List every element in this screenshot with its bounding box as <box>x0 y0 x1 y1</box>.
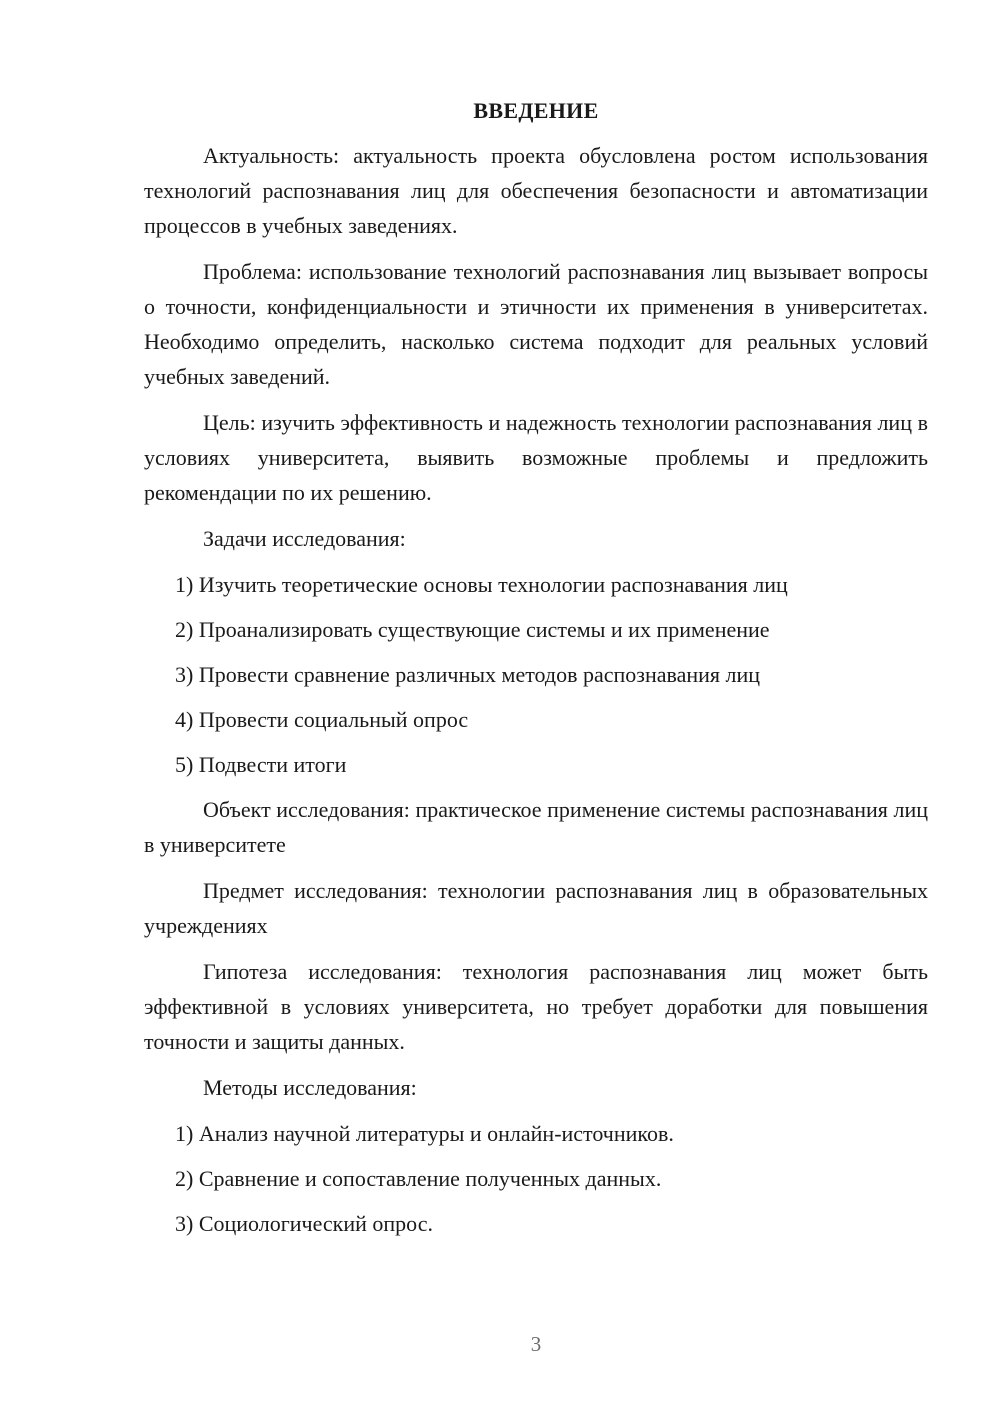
list-item: 2) Проанализировать существующие системы и их применение <box>175 617 770 642</box>
list-item: 5) Подвести итоги <box>175 752 347 777</box>
list-item: 4) Провести социальный опрос <box>175 707 469 732</box>
tasks-title: Задачи исследования: <box>203 526 406 551</box>
list-item: 3) Провести сравнение различных методов распознавания лиц <box>175 662 761 687</box>
page-content <box>144 96 928 1251</box>
paragraph-goal: Цель: изучить эффективность и надежность технологии распознавания лиц в условиях университета, выявить возможные проблемы и предложить рекомендации по их решению. <box>144 410 928 505</box>
section-heading: ВВЕДЕНИЕ <box>473 98 599 123</box>
page-number: 3 <box>530 1332 542 1356</box>
methods-title: Методы исследования: <box>203 1075 417 1100</box>
list-item: 3) Социологический опрос. <box>175 1211 433 1236</box>
paragraph-hypothesis: Гипотеза исследования: технология распознавания лиц может быть эффективной в условиях университета, но требует доработки для повышения точности и защиты данных. <box>144 959 928 1054</box>
paragraph-object: Объект исследования: практическое применение системы распознавания лиц в университете <box>144 797 928 857</box>
paragraph-subject: Предмет исследования: технологии распознавания лиц в образовательных учреждениях <box>144 878 928 938</box>
paragraph-relevance: Актуальность: актуальность проекта обусловлена ростом использования технологий распознавания лиц для обеспечения безопасности и автоматизации процессов в учебных заведениях. <box>144 143 928 238</box>
methods-list <box>144 1116 928 1241</box>
list-item: 2) Сравнение и сопоставление полученных данных. <box>175 1166 662 1191</box>
list-item: 1) Анализ научной литературы и онлайн-источников. <box>175 1121 674 1146</box>
list-item: 1) Изучить теоретические основы технологии распознавания лиц <box>175 572 788 597</box>
paragraph-problem: Проблема: использование технологий распознавания лиц вызывает вопросы о точности, конфиденциальности и этичности их применения в университетах. Необходимо определить, насколько система подходит для реальных условий учебных заведений. <box>144 259 928 389</box>
tasks-list <box>144 567 928 782</box>
